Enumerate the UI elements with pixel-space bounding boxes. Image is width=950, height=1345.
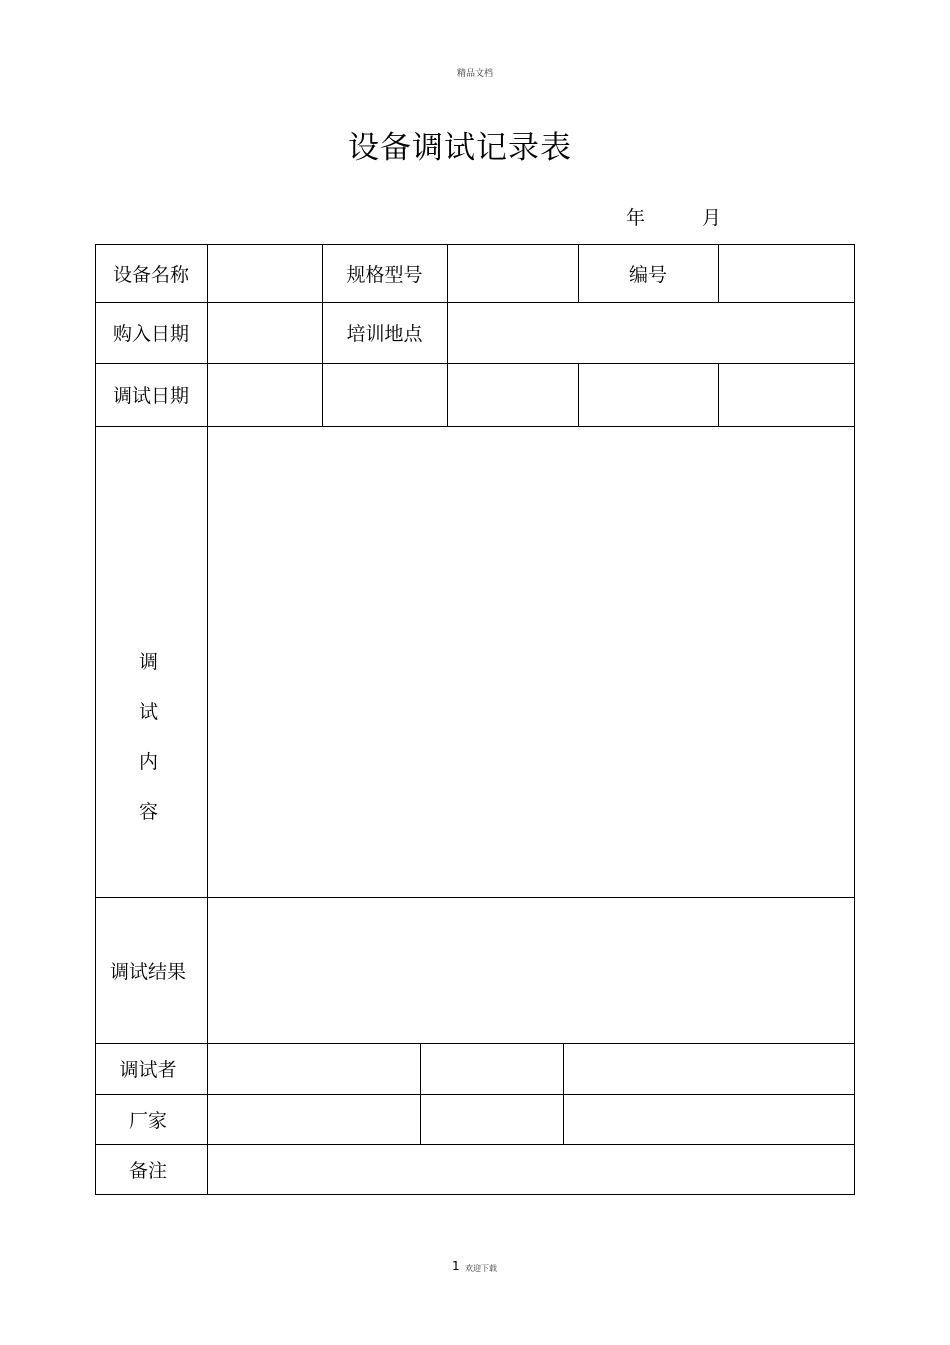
year-label: 年 [626, 207, 646, 229]
page-number: 1 [452, 1259, 460, 1273]
debug-content-char: 内 [138, 751, 158, 773]
debug-date-extra-field[interactable] [323, 364, 446, 425]
column-divider [563, 1043, 564, 1144]
debug-content-char: 容 [138, 801, 158, 823]
debug-content-char: 试 [138, 701, 158, 723]
page-title: 设备调试记录表 [348, 130, 572, 166]
remarks-field[interactable] [208, 1145, 853, 1193]
serial-no-label: 编号 [628, 263, 667, 286]
debug-result-field[interactable] [208, 898, 853, 1042]
debug-date-extra-field[interactable] [579, 364, 717, 425]
form-border-bottom [95, 1194, 855, 1195]
training-location-field[interactable] [448, 303, 853, 362]
device-name-field[interactable] [208, 245, 321, 301]
header-note: 精品文档 [456, 69, 493, 79]
debug-result-label: 调试结果 [109, 960, 186, 983]
spec-model-field[interactable] [448, 245, 577, 301]
debug-content-char: 调 [138, 651, 158, 673]
remarks-label: 备注 [128, 1159, 167, 1182]
footer-text: 欢迎下载 [465, 1264, 497, 1273]
purchase-date-field[interactable] [208, 303, 321, 362]
month-label: 月 [702, 207, 722, 229]
form-border-right [854, 244, 855, 1195]
debug-record-form [95, 244, 855, 1195]
debug-date-field[interactable] [208, 364, 321, 425]
spec-model-label: 规格型号 [346, 263, 423, 286]
debug-date-label: 调试日期 [112, 385, 189, 407]
purchase-date-label: 购入日期 [112, 323, 189, 345]
debug-date-extra-field[interactable] [719, 364, 853, 425]
manufacturer-field[interactable] [208, 1095, 419, 1143]
column-divider [420, 1043, 421, 1144]
debugger-field[interactable] [208, 1044, 419, 1093]
serial-no-field[interactable] [719, 245, 853, 301]
training-location-label: 培训地点 [346, 323, 423, 345]
debug-content-field[interactable] [208, 427, 853, 896]
device-name-label: 设备名称 [112, 263, 189, 286]
manufacturer-label: 厂家 [128, 1109, 167, 1132]
debugger-label: 调试者 [119, 1059, 177, 1081]
debug-date-extra-field[interactable] [448, 364, 577, 425]
debug-content-label [95, 637, 202, 837]
